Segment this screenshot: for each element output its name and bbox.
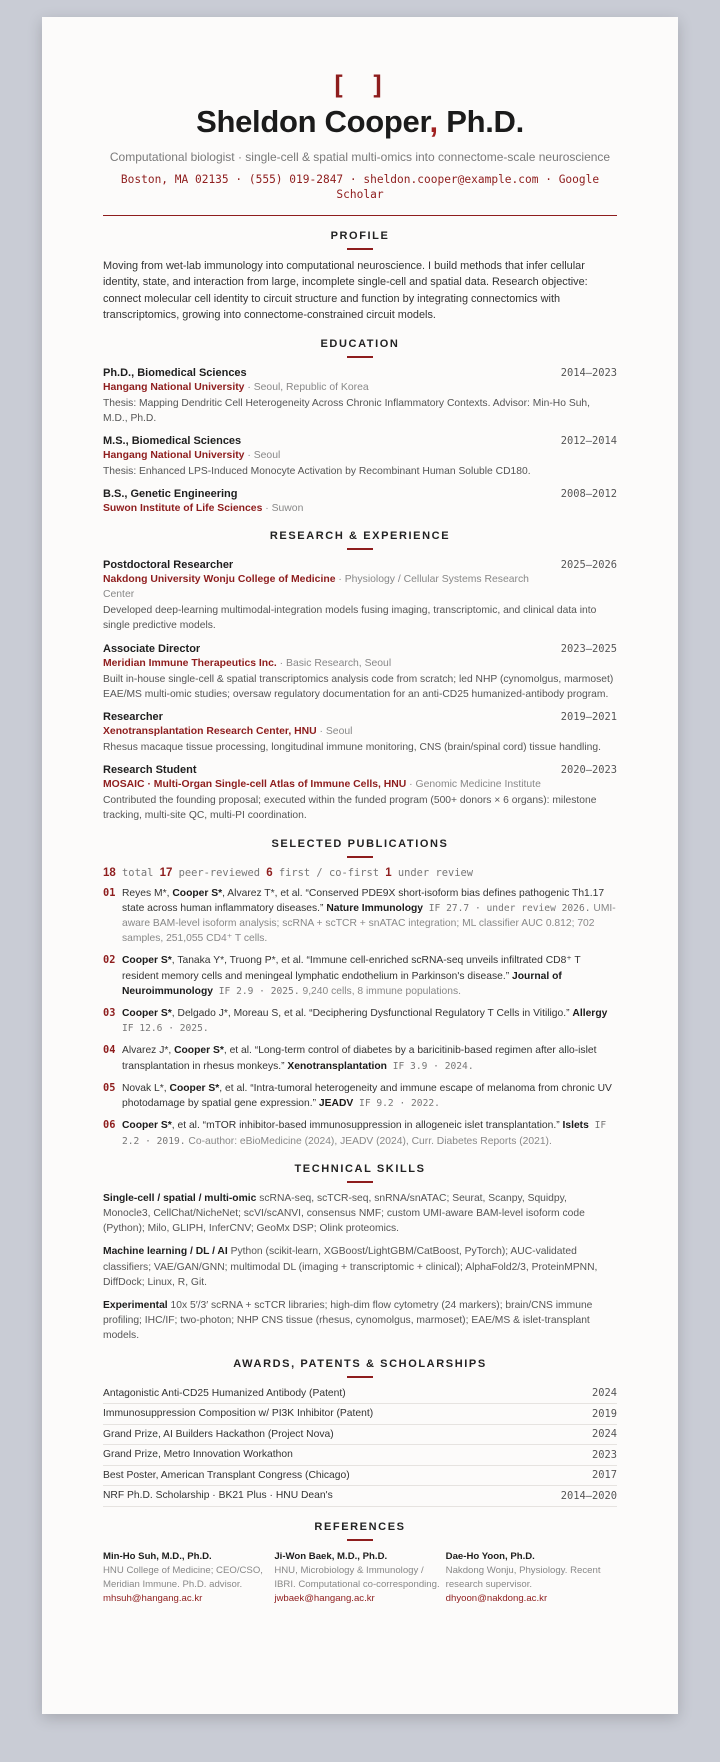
experience-list: [103, 559, 617, 823]
institution-line: [103, 501, 617, 516]
entry-head: [103, 643, 617, 655]
degree-title: B.S., Genetic Engineering: [103, 488, 238, 501]
publication-number: 06: [103, 1119, 116, 1132]
name-text: Sheldon Cooper: [196, 104, 430, 139]
role-title: Postdoctoral Researcher: [103, 559, 234, 572]
institution-name: Hangang National University: [103, 381, 245, 393]
organization-location: · Basic Research, Seoul: [276, 657, 392, 669]
reference-card: [446, 1550, 617, 1606]
citation-impact: IF 2.9 · 2025.: [212, 985, 300, 997]
citation-title: , Tanaka Y*, Truong P*, et al. “Immune cell-enriched scRNA-seq unveils infiltrated CD8⁺ T resident memory cells and meningeal lymphatic endothelium in Parkinson's disease.”: [122, 955, 581, 982]
degree-title: Ph.D., Biomedical Sciences: [103, 366, 247, 379]
skill-group: [103, 1244, 617, 1290]
stat-label: under review: [391, 866, 473, 879]
institution-location: · Seoul: [244, 450, 281, 462]
skill-label: Machine learning / DL / AI: [103, 1246, 228, 1258]
citation-authors-pre: Novak L*,: [122, 1082, 170, 1094]
header-divider: [103, 215, 617, 216]
award-year: 2024: [591, 1428, 617, 1441]
award-row: [103, 1466, 617, 1487]
reference-card: [103, 1550, 274, 1606]
organization-name: Nakdong University Wonju College of Medicine: [103, 574, 336, 586]
stat-number: 6: [266, 866, 273, 879]
citation-title: , et al. “Long-term control of diabetes by a baricitinib-based regimen after allo-islet transplantation in rhesus monkeys.”: [122, 1045, 597, 1072]
awards-list: [103, 1384, 617, 1507]
reference-email[interactable]: jwbaek@hangang.ac.kr: [274, 1592, 375, 1604]
contact-line-1[interactable]: Boston, MA 02135 · (555) 019-2847 · sheldon.cooper@example.com · Google: [120, 173, 600, 186]
reference-affiliation: HNU College of Medicine; CEO/CSO, Meridian Immune. Ph.D. advisor.: [103, 1564, 263, 1590]
citation-note: 9,240 cells, 8 immune populations.: [299, 985, 462, 997]
reference-name: Dae-Ho Yoon, Ph.D.: [445, 1550, 535, 1562]
entry-date: 2012–2014: [560, 435, 617, 448]
reference-name: Ji-Won Baek, M.D., Ph.D.: [274, 1550, 388, 1562]
citation-journal: JEADV: [318, 1098, 354, 1110]
education-entry: [103, 435, 617, 479]
entry-date: 2023–2025: [560, 642, 617, 655]
education-list: [103, 367, 617, 517]
thesis-text: Thesis: Enhanced LPS-Induced Monocyte Activation by Recombinant Human Soluble CD180.: [103, 466, 531, 478]
reference-name: Min-Ho Suh, M.D., Ph.D.: [103, 1550, 212, 1562]
citation-self-author: Cooper S*: [174, 1045, 224, 1057]
experience-description: Rhesus macaque tissue processing, longitudinal immune monitoring, CNS (brain/spinal cord) tissue handling.: [103, 742, 601, 754]
citation-note: Co-author: eBioMedicine (2024), JEADV (2024), Curr. Diabetes Reports (2021).: [185, 1135, 552, 1147]
citation-impact: IF 27.7 · under review 2026.: [423, 902, 591, 914]
publication-number: 05: [103, 1081, 116, 1094]
award-name: NRF Ph.D. Scholarship · BK21 Plus · HNU Dean's: [103, 1490, 333, 1502]
references-list: [103, 1550, 617, 1606]
entry-date: 2020–2023: [560, 764, 617, 777]
role-title: Researcher: [103, 711, 163, 724]
award-row: [103, 1486, 617, 1507]
citation-journal: Xenotransplantation: [287, 1060, 387, 1072]
organization-name: MOSAIC · Multi-Organ Single-cell Atlas of Immune Cells, HNU: [103, 779, 407, 791]
experience-entry: [103, 559, 617, 633]
citation-title: , Alvarez T*, et al. “Conserved PDE9X short-isoform bias defines pathogenic Th1.17 state across human inflammatory diseases.”: [122, 887, 605, 914]
publication-citation: [122, 1006, 617, 1036]
citation-title: , et al. “Intra-tumoral heterogeneity and immune escape of melanoma from chronic UV photodamage by spatial gene expression.”: [122, 1082, 612, 1110]
award-name: Antagonistic Anti-CD25 Humanized Antibody (Patent): [103, 1387, 346, 1399]
experience-entry: [103, 764, 617, 823]
organization-location: · Physiology / Cellular Systems Research Center: [103, 574, 529, 601]
stat-number: 18: [103, 866, 116, 879]
stat-number: 17: [159, 866, 173, 879]
reference-email[interactable]: dhyoon@nakdong.ac.kr: [445, 1592, 548, 1604]
award-year: 2017: [591, 1469, 617, 1482]
candidate-name: [103, 104, 617, 140]
skill-label: Single-cell / spatial / multi-omic: [103, 1192, 257, 1204]
reference-card: [274, 1550, 445, 1606]
profile-text: Moving from wet-lab immunology into computational neuroscience. I build methods that infer cellular identity, state, and interaction from large, incomplete single-cell and spatial data. Research objective: connect molecular cell identity to circuit structure and function by integrating connectomics with transcriptomics, growing into connectome-constrained circuit models.: [103, 260, 588, 322]
stat-label: first / co-first: [272, 866, 386, 879]
organization-name: Meridian Immune Therapeutics Inc.: [103, 657, 277, 669]
citation-title: , Delgado J*, Moreau S, et al. “Deciphering Dysfunctional Regulatory T Cells in Vitiligo.”: [171, 1008, 573, 1020]
citation-journal: Allergy: [572, 1008, 608, 1020]
entry-head: [103, 559, 617, 571]
award-year: 2024: [591, 1387, 617, 1400]
section-title-experience: RESEARCH & EXPERIENCE: [269, 530, 451, 543]
experience-entry: [103, 711, 617, 755]
award-row: [103, 1404, 617, 1425]
citation-note: UMI-aware BAM-level isoform analysis; scRNA + scTCR + snATAC integration; ML classifier AUC 0.812; 702 samples, 251,055 CD4⁺ T cells.: [122, 902, 616, 945]
resume-page: [42, 17, 678, 1714]
citation-journal: Islets: [562, 1120, 589, 1132]
reference-affiliation: Nakdong Wonju, Physiology. Recent research supervisor.: [445, 1564, 601, 1590]
skill-label: Experimental: [103, 1299, 168, 1311]
experience-description: Developed deep-learning multimodal-integration models fusing imaging, transcriptomic, and clinical data into single predictive models.: [103, 605, 597, 632]
organization-line: [103, 777, 617, 792]
section-title-publications: SELECTED PUBLICATIONS: [271, 837, 449, 850]
entry-date: 2019–2021: [560, 711, 617, 724]
section-title-references: REFERENCES: [314, 1520, 406, 1533]
publication-citation: [122, 886, 617, 947]
organization-location: · Seoul: [316, 726, 353, 738]
publication-citation: [122, 1081, 617, 1111]
publication-item: [103, 1081, 617, 1111]
publication-number: 04: [103, 1044, 116, 1057]
skill-text: 10x 5′/3′ scRNA + scTCR libraries; high-dim flow cytometry (24 markers); brain/CNS immune profiling; IHC/IF; two-photon; NHP CNS tissue (rhesus, cynomolgus, marmoset); EAE/MS & islet-transplant models.: [103, 1299, 593, 1342]
organization-location: · Genomic Medicine Institute: [406, 779, 541, 791]
section-underline: [347, 1539, 373, 1541]
contact-line[interactable]: [103, 172, 617, 202]
section-title-skills: TECHNICAL SKILLS: [294, 1162, 426, 1175]
award-year: 2019: [591, 1407, 617, 1420]
section-underline: [347, 548, 373, 550]
publication-item: [103, 1043, 617, 1073]
skill-group: [103, 1298, 617, 1344]
skill-text: Python (scikit-learn, XGBoost/LightGBM/CatBoost, PyTorch); AUC-validated classifiers; VAE/GAN/GNN; multimodal DL (imaging + transcriptomic + clinical); AlphaFold2/3, ProteinMPNN, DiffDock; Linux, R, Git.: [103, 1246, 598, 1288]
publication-citation: [122, 1118, 617, 1148]
citation-title: , et al. “mTOR inhibitor-based immunosuppression in allogeneic islet transplantation.”: [171, 1120, 563, 1132]
experience-description: Built in-house single-cell & spatial transcriptomics analysis code from scratch; led NHP (cynomolgus, marmoset) EAE/MS multi-omic studies; oversaw regulatory documentation for an anti-CD25 humanized-antibody program.: [103, 673, 614, 700]
citation-self-author: Cooper S*: [122, 955, 172, 967]
organization-line: [103, 572, 617, 602]
award-row: [103, 1445, 617, 1466]
institution-line: [103, 448, 617, 463]
section-underline: [347, 248, 373, 250]
section-title-awards: AWARDS, PATENTS & SCHOLARSHIPS: [233, 1357, 487, 1370]
section-underline: [347, 856, 373, 858]
entry-head: [103, 367, 617, 379]
citation-impact: IF 12.6 · 2025.: [122, 1023, 209, 1035]
skills-list: [103, 1191, 617, 1344]
section-underline: [347, 1181, 373, 1183]
degree-title: M.S., Biomedical Sciences: [103, 435, 242, 448]
publication-item: [103, 1118, 617, 1148]
award-row: [103, 1384, 617, 1405]
stat-label: peer-reviewed: [172, 866, 267, 879]
publication-number: 01: [103, 886, 116, 899]
award-row: [103, 1425, 617, 1446]
tagline: Computational biologist · single-cell & spatial multi-omics into connectome-scale neuroscience: [109, 150, 611, 164]
monogram-logo: [ ]: [330, 71, 390, 101]
award-year: 2023: [591, 1448, 617, 1461]
institution-location: · Suwon: [262, 503, 304, 515]
citation-impact: IF 3.9 · 2024.: [386, 1060, 474, 1072]
entry-head: [103, 711, 617, 723]
citation-journal: Nature Immunology: [326, 902, 423, 914]
citation-self-author: Cooper S*: [172, 887, 223, 899]
organization-line: [103, 656, 617, 671]
institution-location: · Seoul, Republic of Korea: [244, 381, 369, 393]
publication-item: [103, 953, 617, 999]
section-title-education: EDUCATION: [320, 337, 400, 350]
award-name: Immunosuppression Composition w/ PI3K Inhibitor (Patent): [103, 1408, 374, 1420]
citation-authors-pre: Reyes M*,: [122, 887, 173, 899]
publication-number: 02: [103, 954, 116, 967]
experience-entry: [103, 643, 617, 702]
education-entry: [103, 488, 617, 516]
degree-text: Ph.D.: [437, 104, 524, 139]
publication-citation: [122, 1043, 617, 1073]
citation-self-author: Cooper S*: [122, 1120, 172, 1132]
citation-impact: IF 2.2 · 2019.: [122, 1120, 607, 1147]
publication-item: [103, 886, 617, 947]
publication-list: [103, 886, 617, 1149]
publication-citation: [122, 953, 617, 999]
organization-name: Xenotransplantation Research Center, HNU: [103, 726, 317, 738]
award-name: Best Poster, American Transplant Congress (Chicago): [103, 1469, 350, 1481]
skill-text: scRNA-seq, scTCR-seq, snRNA/snATAC; Seurat, Scanpy, Squidpy, Monocle3, CellChat/NicheNet; scVI/scANVI, consensus NMF; custom UMI-aware BAM-level isoform code (Python); Milo, GLIPH, InferCNV; GeoMx DSP; Olink proteomics.: [103, 1192, 585, 1235]
section-underline: [347, 1376, 373, 1378]
section-underline: [347, 356, 373, 358]
role-title: Associate Director: [103, 642, 201, 655]
contact-line-2[interactable]: Scholar: [336, 188, 384, 201]
skill-group: [103, 1191, 617, 1237]
experience-description: Contributed the founding proposal; executed within the funded program (500+ donors × 6 organs): milestone tracking, multi-site QC, multi-PI coordination.: [103, 795, 597, 822]
citation-impact: IF 9.2 · 2022.: [353, 1098, 440, 1110]
entry-date: 2008–2012: [560, 488, 617, 501]
reference-email[interactable]: mhsuh@hangang.ac.kr: [103, 1592, 203, 1604]
publication-number: 03: [103, 1007, 116, 1020]
award-name: Grand Prize, AI Builders Hackathon (Project Nova): [103, 1428, 334, 1440]
section-title-profile: PROFILE: [330, 230, 390, 242]
institution-name: Hangang National University: [103, 450, 245, 462]
role-title: Research Student: [103, 764, 197, 777]
organization-line: [103, 724, 617, 739]
award-name: Grand Prize, Metro Innovation Workathon: [103, 1449, 293, 1461]
entry-head: [103, 488, 617, 500]
thesis-text: Thesis: Mapping Dendritic Cell Heterogeneity Across Chronic Inflammatory Contexts. Advisor: Min-Ho Suh, M.D., Ph.D.: [103, 397, 591, 424]
name-comma: ,: [429, 104, 438, 139]
award-year: 2014–2020: [560, 1489, 617, 1502]
education-entry: [103, 367, 617, 426]
citation-journal: Journal of Neuroimmunology: [122, 970, 562, 997]
entry-head: [103, 764, 617, 776]
reference-affiliation: HNU, Microbiology & Immunology / IBRI. Computational co-corresponding.: [274, 1564, 440, 1590]
publication-item: [103, 1006, 617, 1036]
citation-self-author: Cooper S*: [122, 1008, 172, 1020]
entry-head: [103, 435, 617, 447]
entry-date: 2014–2023: [560, 366, 617, 379]
institution-name: Suwon Institute of Life Sciences: [103, 503, 263, 515]
citation-self-author: Cooper S*: [169, 1082, 220, 1094]
publication-stats: [103, 867, 617, 879]
entry-date: 2025–2026: [560, 559, 617, 572]
stat-label: total: [115, 866, 160, 879]
stat-number: 1: [385, 866, 392, 879]
citation-authors-pre: Alvarez J*,: [122, 1045, 175, 1057]
institution-line: [103, 380, 617, 395]
